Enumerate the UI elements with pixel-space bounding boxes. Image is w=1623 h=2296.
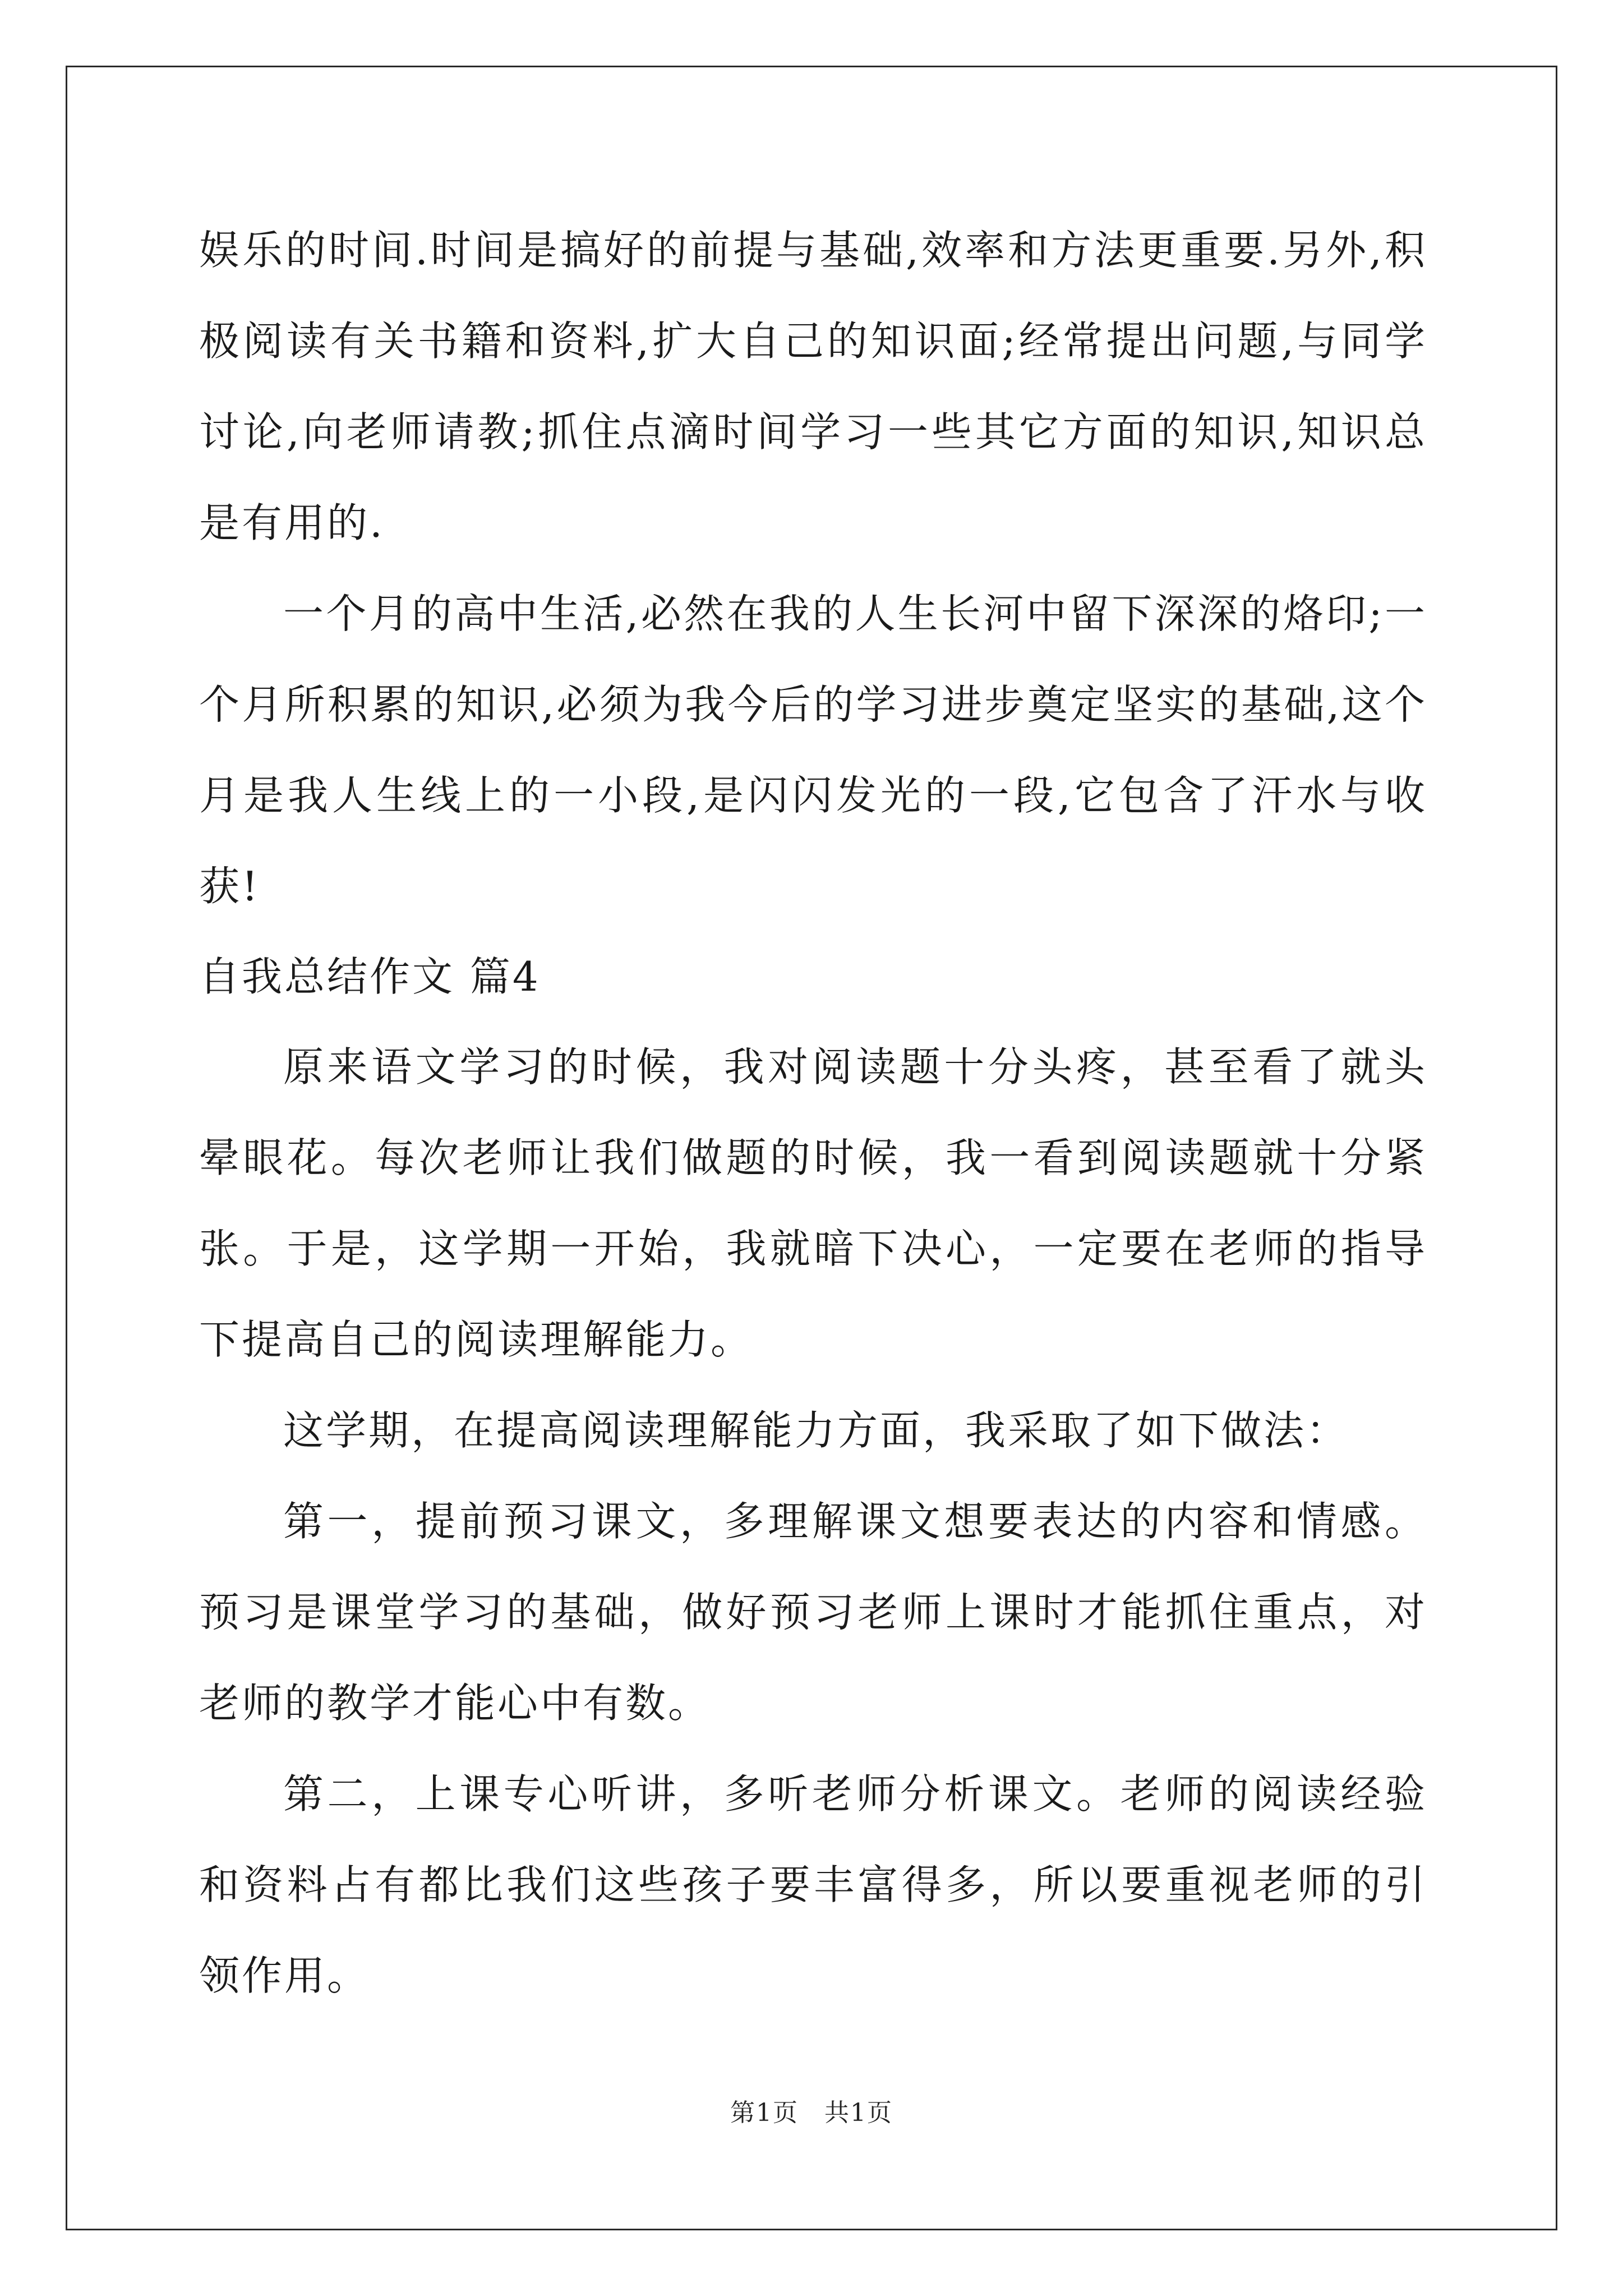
document-body [199,205,1427,2021]
paragraph-5: 第一，提前预习课文，多理解课文想要表达的内容和情感。预习是课堂学习的基础，做好预习老师上课时才能抓住重点，对老师的教学才能心中有数。 [199,1498,1427,1727]
paragraph-1: 娱乐的时间.时间是搞好的前提与基础,效率和方法更重要.另外,积极阅读有关书籍和资料,扩大自己的知识面;经常提出问题,与同学讨论,向老师请教;抓住点滴时间学习一些其它方面的知识,知识总是有用的. [199,227,1427,546]
page-footer: 第1页 共1页 [730,2099,893,2127]
paragraph-2: 一个月的高中生活,必然在我的人生长河中留下深深的烙印;一个月所积累的知识,必须为我今后的学习进步奠定坚实的基础,这个月是我人生线上的一小段,是闪闪发光的一段,它包含了汗水与收获! [199,590,1427,910]
section-heading: 自我总结作文 篇4 [199,953,541,1000]
paragraph-4: 这学期，在提高阅读理解能力方面，我采取了如下做法： [283,1407,1349,1454]
paragraph-3: 原来语文学习的时候，我对阅读题十分头疼，甚至看了就头晕眼花。每次老师让我们做题的时候，我一看到阅读题就十分紧张。于是，这学期一开始，我就暗下决心，一定要在老师的指导下提高自己的阅读理解能力。 [199,1043,1427,1363]
paragraph-6: 第二，上课专心听讲，多听老师分析课文。老师的阅读经验和资料占有都比我们这些孩子要丰富得多，所以要重视老师的引领作用。 [199,1770,1427,1999]
